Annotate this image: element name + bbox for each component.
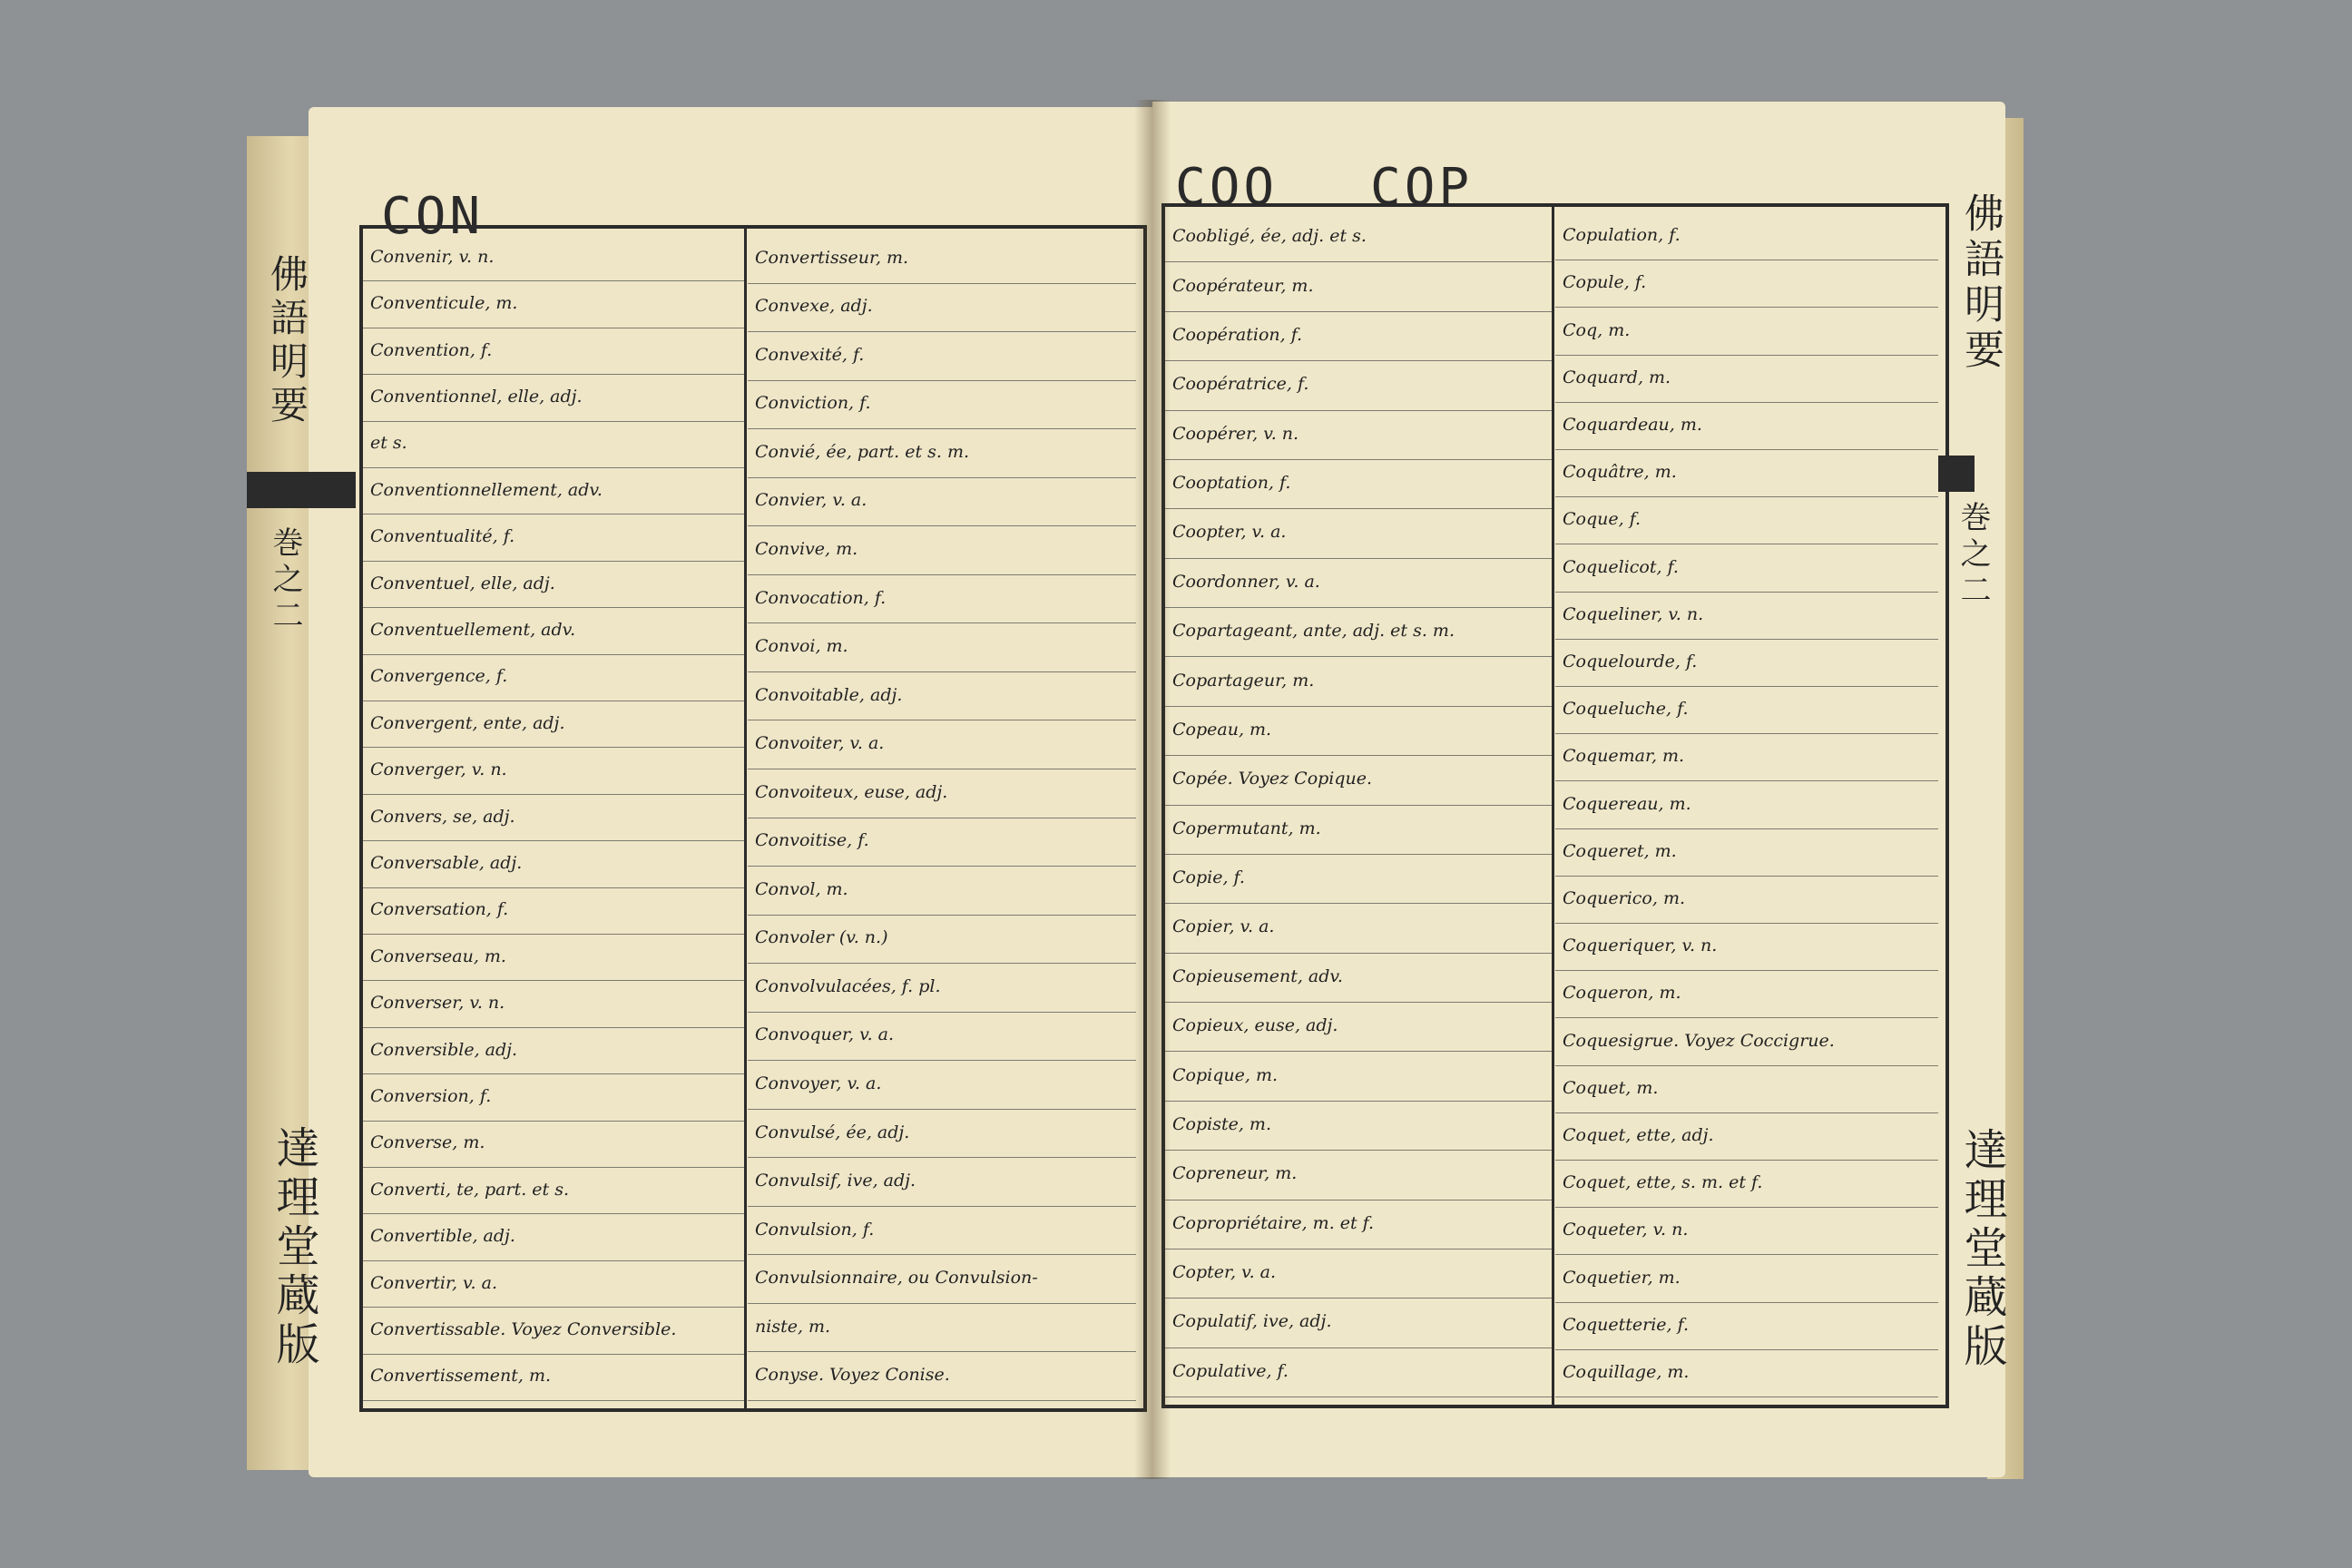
dictionary-entry: Converti, te, part. et s. [370,1179,570,1200]
entry-rule [1165,903,1552,904]
entry-rule [1555,1112,1938,1113]
dictionary-entry: Coopérateur, m. [1172,275,1314,296]
dictionary-entry: Copter, v. a. [1172,1262,1277,1283]
dictionary-entry: Convergent, ente, adj. [370,712,565,733]
dictionary-entry: Convive, m. [755,539,858,560]
entry-rule [748,574,1136,575]
dictionary-entry: Conventionnel, elle, adj. [370,386,583,407]
left-side-volume: 巻之二 [267,526,303,635]
dictionary-entry: Convol, m. [755,878,848,899]
dictionary-entry: Conventionnellement, adv. [370,479,603,500]
dictionary-entry: Copie, f. [1172,867,1245,888]
dictionary-entry: Coobligé, ée, adj. et s. [1172,226,1367,247]
entry-rule [363,607,744,608]
entry-rule [1165,261,1552,262]
dictionary-entry: Copartageant, ante, adj. et s. m. [1172,621,1455,642]
entry-rule [1165,1150,1552,1151]
entry-rule [748,1012,1136,1013]
dictionary-entry: Convier, v. a. [755,490,867,511]
entry-rule [1555,307,1938,308]
entry-rule [1555,592,1938,593]
left-side-title: 佛語明要 [265,254,309,428]
entry-rule [748,428,1136,429]
right-side-publisher: 達理堂蔵版 [1956,1127,2007,1372]
dictionary-entry: Coquelourde, f. [1563,651,1698,671]
left-side-publisher: 達理堂蔵版 [269,1125,319,1370]
entry-rule [1555,780,1938,781]
entry-rule [363,561,744,562]
entry-rule [363,1260,744,1261]
dictionary-entry: Copique, m. [1172,1064,1278,1085]
dictionary-entry: Coqueron, m. [1563,983,1681,1004]
dictionary-entry: Converseau, m. [370,946,506,966]
dictionary-entry: Conventuel, elle, adj. [370,573,555,593]
entry-rule [1555,1160,1938,1161]
dictionary-entry: Conventicule, m. [370,293,518,314]
dictionary-entry: Conversible, adj. [370,1039,518,1060]
entry-rule [1165,459,1552,460]
entry-rule [1165,1002,1552,1003]
dictionary-entry: Convoler (v. n.) [755,927,888,948]
entry-rule [363,1073,744,1074]
dictionary-entry: Convolvulacées, f. pl. [755,975,941,996]
dictionary-entry: Convers, se, adj. [370,806,515,827]
entry-rule [748,963,1136,964]
entry-rule [1555,1065,1938,1066]
entry-rule [1555,1254,1938,1255]
dictionary-entry: Converser, v. n. [370,993,505,1014]
dictionary-entry: Coquesigrue. Voyez Coccigrue. [1563,1030,1835,1051]
entry-rule [1165,805,1552,806]
entry-rule [1555,686,1938,687]
dictionary-entry: Convenir, v. n. [370,246,495,267]
left-column-separator [744,229,747,1408]
entry-rule [1165,607,1552,608]
dictionary-entry: Coquillage, m. [1563,1361,1690,1382]
entry-rule [363,421,744,422]
dictionary-entry: Convexe, adj. [755,296,873,317]
right-side-volume: 巻之二 [1955,501,1991,610]
entry-rule [1165,508,1552,509]
dictionary-entry: Coq, m. [1563,319,1631,340]
dictionary-entry: Convié, ée, part. et s. m. [755,441,970,462]
entry-rule [748,1400,1136,1401]
entry-rule [1165,706,1552,707]
dictionary-entry: Copulatif, ive, adj. [1172,1311,1332,1332]
entry-rule [1165,558,1552,559]
left-page [309,107,1152,1477]
right-side-band [1938,456,1975,492]
dictionary-entry: Convergence, f. [370,666,508,687]
dictionary-entry: Converse, m. [370,1132,485,1153]
dictionary-entry: Coordonner, v. a. [1172,571,1320,592]
dictionary-entry: Copiste, m. [1172,1113,1271,1134]
left-side-band [247,472,356,508]
dictionary-entry: Copartageur, m. [1172,670,1315,691]
dictionary-entry: Convertissable. Voyez Conversible. [370,1318,677,1339]
dictionary-entry: Convoitise, f. [755,830,869,851]
dictionary-entry: Cooptation, f. [1172,473,1291,494]
entry-rule [1555,828,1938,829]
entry-rule [1555,1017,1938,1018]
entry-rule [363,374,744,375]
entry-rule [1555,639,1938,640]
dictionary-entry: Coquard, m. [1563,367,1671,387]
right-page [1152,102,2005,1477]
entry-rule [1165,854,1552,855]
entry-rule [363,887,744,888]
entry-rule [363,467,744,468]
entry-rule [1165,311,1552,312]
dictionary-entry: Converger, v. n. [370,760,507,780]
dictionary-entry: Coquereau, m. [1563,793,1691,814]
dictionary-entry: Copeau, m. [1172,719,1272,740]
dictionary-entry: Coquelicot, f. [1563,556,1679,577]
entry-rule [363,840,744,841]
dictionary-entry: Coquardeau, m. [1563,414,1702,435]
entry-rule [748,477,1136,478]
entry-rule [1165,656,1552,657]
dictionary-entry: Coqueret, m. [1563,840,1677,861]
dictionary-entry: et s. [370,433,407,454]
entry-rule [363,1354,744,1355]
dictionary-entry: Copropriétaire, m. et f. [1172,1212,1375,1233]
entry-rule [1165,360,1552,361]
right-running-head-1: COO [1175,158,1279,217]
dictionary-entry: Convulsif, ive, adj. [755,1171,916,1191]
dictionary-entry: Convocation, f. [755,587,887,608]
dictionary-entry: Coquemar, m. [1563,746,1685,767]
entry-rule [1555,402,1938,403]
dictionary-entry: Convoiter, v. a. [755,733,885,754]
dictionary-entry: Copermutant, m. [1172,818,1321,838]
entry-rule [363,280,744,281]
entry-rule [748,1157,1136,1158]
entry-rule [748,1109,1136,1110]
dictionary-entry: Coopérer, v. n. [1172,423,1299,444]
dictionary-entry: Coque, f. [1563,509,1642,530]
entry-rule [748,331,1136,332]
dictionary-entry: Copée. Voyez Copique. [1172,769,1373,789]
entry-rule [363,1027,744,1028]
dictionary-entry: Conventuellement, adv. [370,619,576,640]
dictionary-entry: Convoitable, adj. [755,684,903,705]
entry-rule [363,747,744,748]
dictionary-entry: Copieux, euse, adj. [1172,1015,1338,1036]
dictionary-entry: Coquet, ette, s. m. et f. [1563,1172,1763,1193]
dictionary-entry: Coopératrice, f. [1172,374,1309,395]
dictionary-entry: Coquâtre, m. [1563,462,1677,483]
entry-rule [363,1167,744,1168]
entry-rule [1555,970,1938,971]
entry-rule [1165,755,1552,756]
dictionary-entry: Convertissement, m. [370,1366,551,1387]
dictionary-entry: Conversable, adj. [370,852,523,873]
dictionary-entry: Coquerico, m. [1563,887,1685,908]
right-column-separator [1552,207,1554,1405]
entry-rule [363,1213,744,1214]
dictionary-entry: Conversation, f. [370,899,509,920]
entry-rule [748,525,1136,526]
entry-rule [748,1351,1136,1352]
dictionary-entry: Convulsionnaire, ou Convulsion- [755,1268,1038,1289]
dictionary-entry: Coquetterie, f. [1563,1314,1690,1335]
entry-rule [363,1307,744,1308]
entry-rule [748,1303,1136,1304]
dictionary-entry: Coopter, v. a. [1172,522,1287,543]
dictionary-entry: Copier, v. a. [1172,916,1275,937]
book-gutter [1134,100,1171,1479]
dictionary-entry: Coqueliner, v. n. [1563,603,1704,624]
entry-rule [748,1206,1136,1207]
entry-rule [748,866,1136,867]
entry-rule [1555,449,1938,450]
entry-rule [1555,1207,1938,1208]
dictionary-entry: Coquet, ette, adj. [1563,1124,1714,1145]
entry-rule [748,671,1136,672]
dictionary-entry: Convention, f. [370,339,493,360]
dictionary-entry: Conversion, f. [370,1085,492,1106]
entry-rule [748,1060,1136,1061]
dictionary-entry: niste, m. [755,1316,831,1337]
dictionary-entry: Copulation, f. [1563,225,1681,246]
dictionary-entry: Copule, f. [1563,272,1647,293]
dictionary-entry: Copieusement, adv. [1172,965,1343,986]
entry-rule [1165,410,1552,411]
left-running-head: CON [381,187,485,246]
entry-rule [1555,355,1938,356]
entry-rule [1555,496,1938,497]
dictionary-entry: Convulsé, ée, adj. [755,1122,910,1142]
entry-rule [748,380,1136,381]
entry-rule [748,283,1136,284]
dictionary-entry: Coquet, m. [1563,1077,1659,1098]
dictionary-entry: Conviction, f. [755,393,871,414]
dictionary-entry: Conventualité, f. [370,526,515,547]
entry-rule [1555,1302,1938,1303]
entry-rule [363,1400,744,1401]
entry-rule [1165,1249,1552,1250]
dictionary-entry: Convexité, f. [755,344,865,365]
dictionary-entry: Convoiteux, euse, adj. [755,781,948,802]
dictionary-entry: Convertir, v. a. [370,1272,497,1293]
dictionary-entry: Coopération, f. [1172,324,1303,345]
entry-rule [1165,1396,1552,1397]
dictionary-entry: Convoi, m. [755,636,848,657]
dictionary-entry: Convulsion, f. [755,1219,875,1240]
entry-rule [1555,876,1938,877]
dictionary-entry: Coquetier, m. [1563,1267,1681,1288]
entry-rule [363,1121,744,1122]
dictionary-entry: Convoyer, v. a. [755,1073,882,1093]
dictionary-entry: Convoquer, v. a. [755,1024,895,1045]
entry-rule [1555,923,1938,924]
entry-rule [363,794,744,795]
dictionary-entry: Conyse. Voyez Conise. [755,1365,950,1386]
dictionary-entry: Copreneur, m. [1172,1163,1298,1184]
entry-rule [748,915,1136,916]
entry-rule [363,980,744,981]
entry-rule [1555,1396,1938,1397]
entry-rule [748,1254,1136,1255]
dictionary-entry: Copulative, f. [1172,1360,1289,1381]
entry-rule [1555,1349,1938,1350]
dictionary-entry: Coqueter, v. n. [1563,1220,1689,1240]
entry-rule [1165,953,1552,954]
entry-rule [363,654,744,655]
dictionary-entry: Coqueriquer, v. n. [1563,936,1718,956]
entry-rule [1165,1101,1552,1102]
entry-rule [363,934,744,935]
right-side-title: 佛語明要 [1957,192,2004,374]
right-running-head-2: COP [1370,158,1474,217]
dictionary-entry: Convertisseur, m. [755,247,909,268]
entry-rule [1165,1051,1552,1052]
dictionary-entry: Convertible, adj. [370,1226,515,1247]
entry-rule [748,622,1136,623]
entry-rule [1555,733,1938,734]
dictionary-entry: Coqueluche, f. [1563,699,1689,720]
